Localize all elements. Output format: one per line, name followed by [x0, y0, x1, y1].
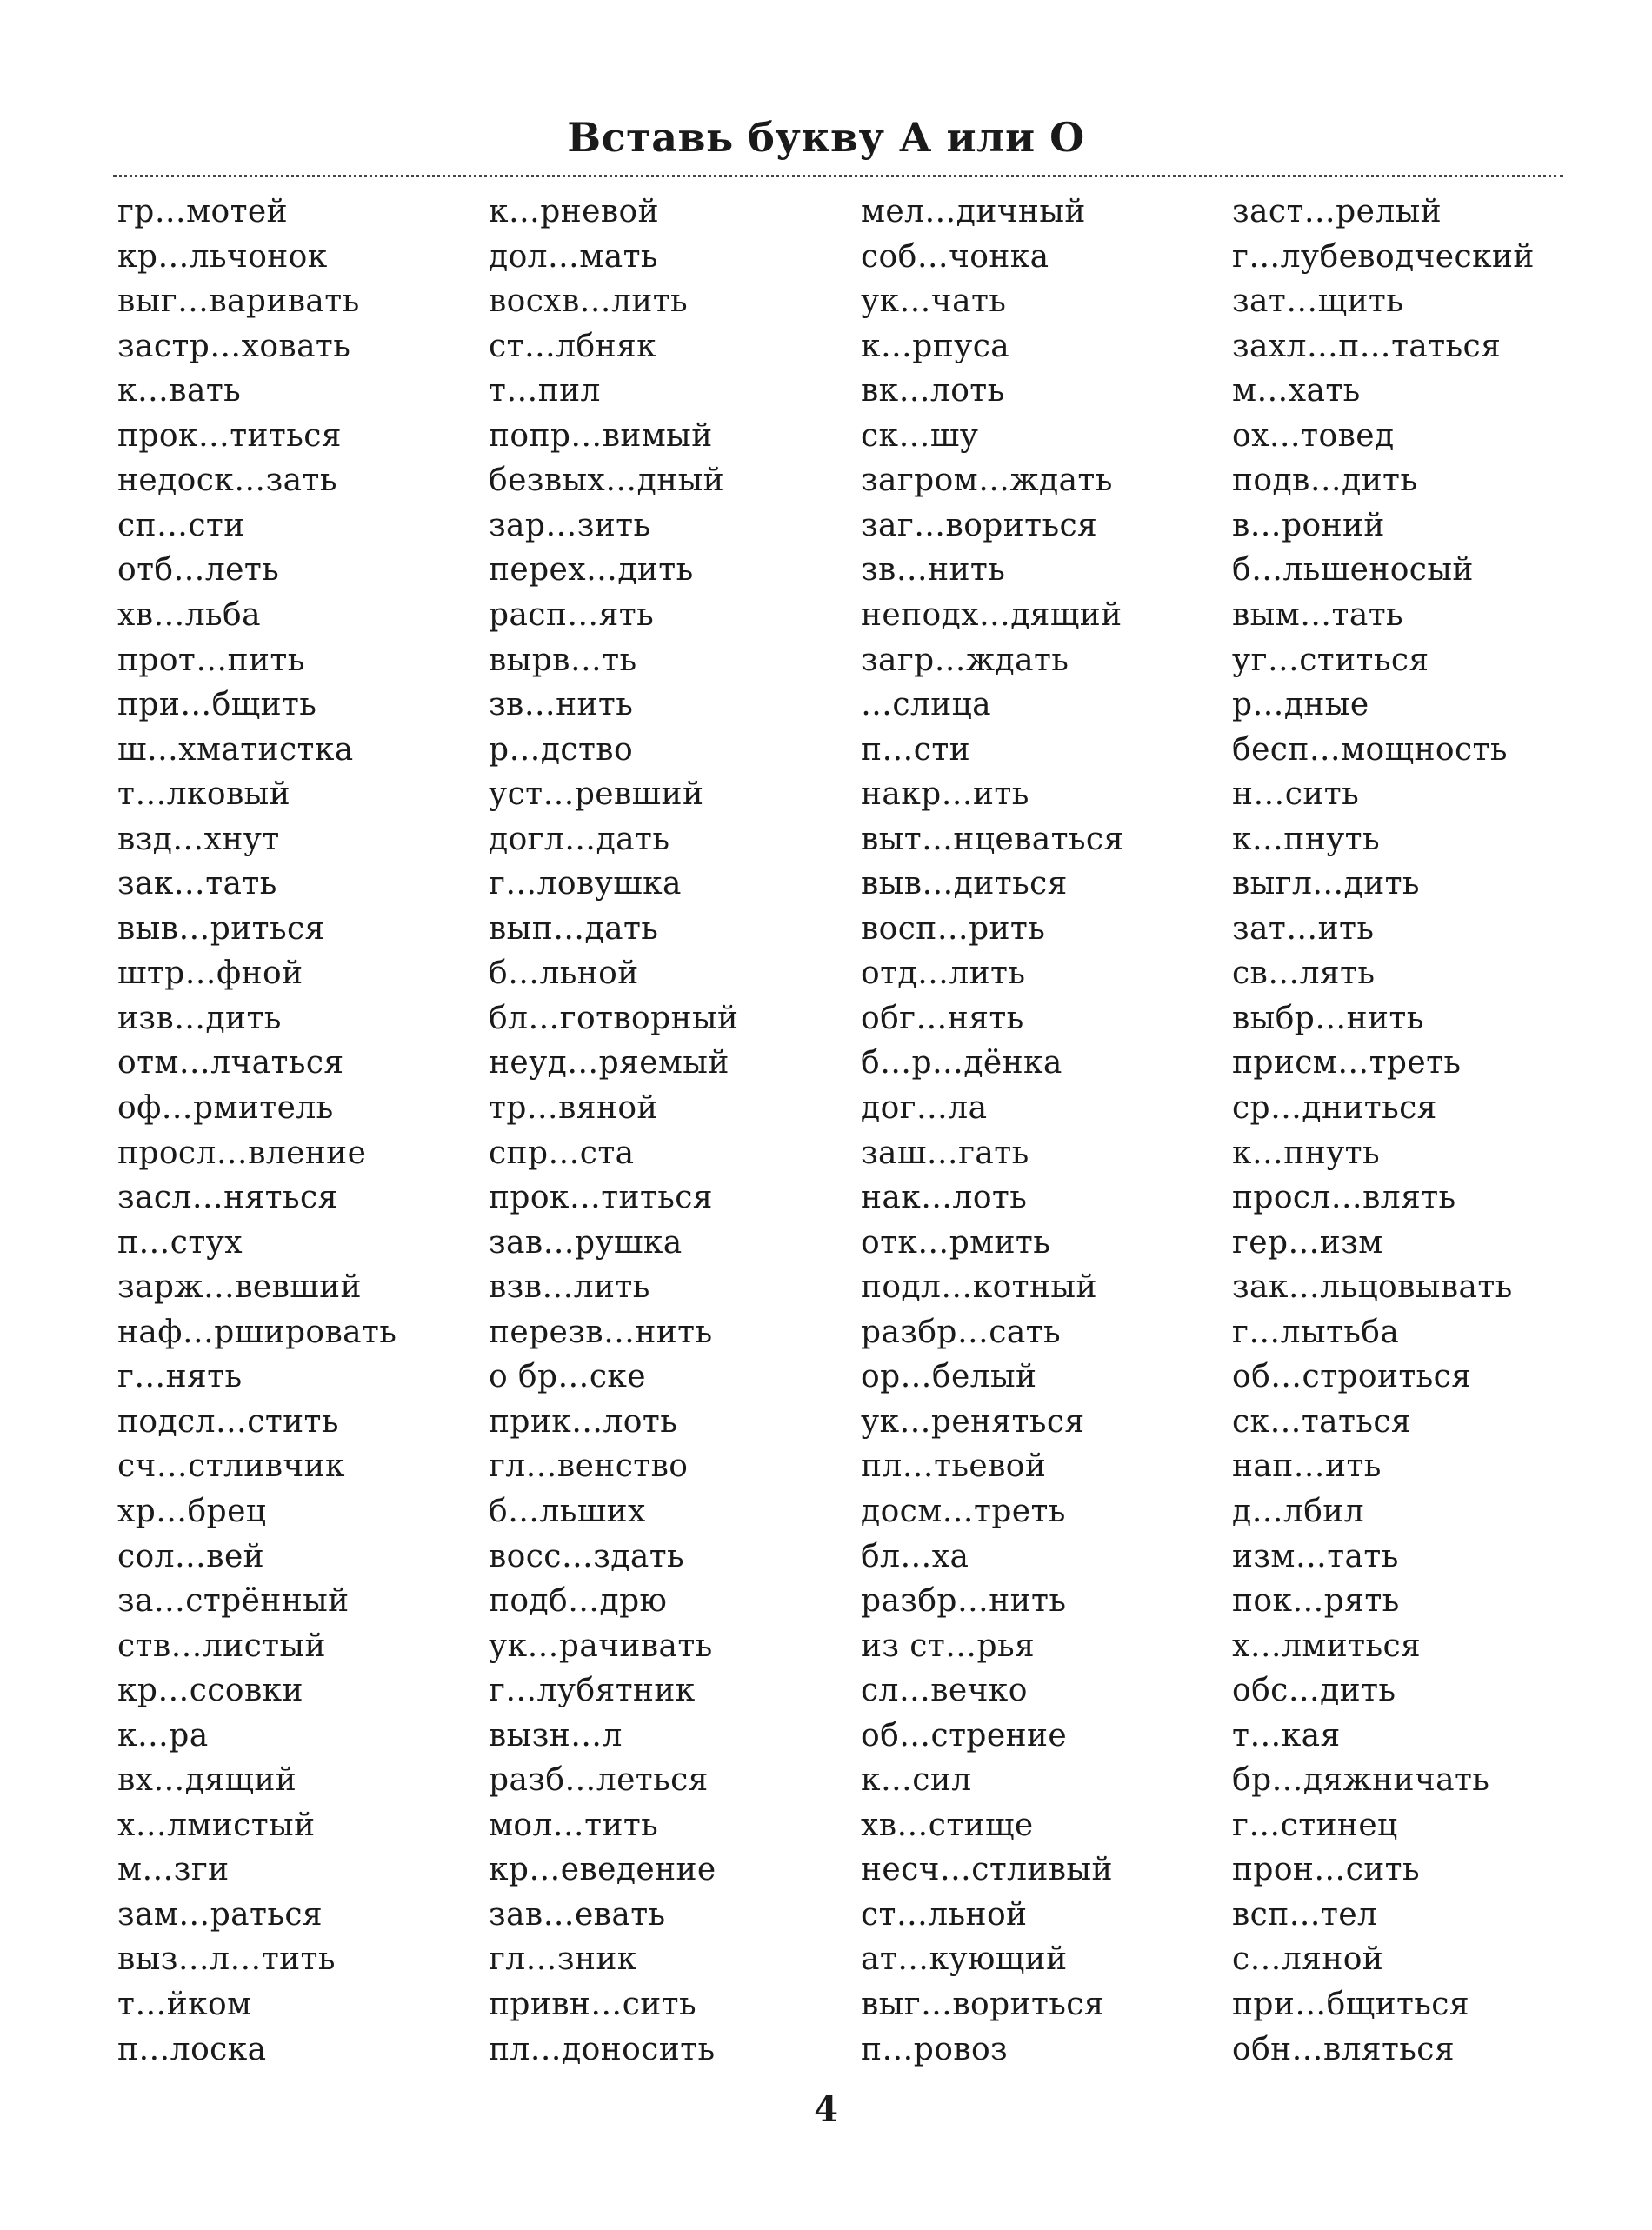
word-item: ср…дниться: [1232, 1090, 1437, 1126]
word-item: ор…белый: [861, 1359, 1037, 1395]
word-item: при…бщиться: [1232, 1987, 1469, 2022]
page-number: 4: [814, 2089, 838, 2130]
word-item: пл…доносить: [489, 2031, 716, 2067]
word-item: всп…тел: [1232, 1896, 1378, 1933]
word-item: г…ловушка: [489, 866, 682, 902]
word-item: ук…чать: [861, 283, 1007, 320]
word-item: т…кая: [1232, 1717, 1341, 1754]
word-item: т…йком: [117, 1987, 252, 2022]
word-item: кр…ссовки: [117, 1673, 303, 1709]
word-item: уст…ревший: [489, 776, 704, 813]
word-item: г…нять: [117, 1359, 243, 1395]
word-item: ш…хматистка: [117, 731, 354, 768]
word-item: ст…льной: [861, 1896, 1028, 1933]
word-item: отм…лчаться: [117, 1045, 344, 1082]
word-item: хр…брец: [117, 1493, 267, 1529]
word-item: г…лубятник: [489, 1673, 696, 1709]
word-item: разбр…нить: [861, 1583, 1067, 1620]
word-item: гл…венство: [489, 1448, 689, 1485]
word-item: восп…рить: [861, 910, 1046, 947]
word-item: пок…рять: [1232, 1583, 1400, 1620]
word-item: ох…товед: [1232, 417, 1395, 454]
word-item: ск…таться: [1232, 1403, 1412, 1440]
word-item: пл…тьевой: [861, 1448, 1047, 1485]
word-item: вх…дящий: [117, 1762, 297, 1799]
word-item: нак…лоть: [861, 1180, 1028, 1216]
word-item: обс…дить: [1232, 1673, 1396, 1709]
word-item: мел…дичный: [861, 194, 1086, 230]
word-item: вып…дать: [489, 910, 659, 947]
word-item: прик…лоть: [489, 1403, 678, 1440]
word-item: расп…ять: [489, 596, 655, 633]
word-item: х…лмиться: [1232, 1628, 1422, 1664]
word-item: зв…нить: [861, 552, 1006, 589]
word-item: к…рпуса: [861, 328, 1010, 364]
word-item: м…зги: [117, 1852, 230, 1888]
word-item: ат…кующий: [861, 1941, 1068, 1978]
word-item: вырв…ть: [489, 642, 637, 678]
word-item: изв…дить: [117, 1000, 282, 1036]
word-item: ст…лбняк: [489, 328, 657, 364]
word-item: бл…ха: [861, 1538, 969, 1574]
word-item: заш…гать: [861, 1135, 1029, 1171]
word-item: изм…тать: [1232, 1538, 1399, 1574]
word-item: выт…нцеваться: [861, 821, 1124, 857]
word-item: штр…фной: [117, 955, 303, 992]
word-item: кр…еведение: [489, 1852, 716, 1888]
word-item: зат…ить: [1232, 910, 1375, 947]
word-item: …слица: [861, 687, 992, 723]
word-item: перезв…нить: [489, 1314, 713, 1350]
word-item: выбр…нить: [1232, 1000, 1424, 1036]
word-item: сч…стливчик: [117, 1448, 345, 1485]
word-item: б…р…дёнка: [861, 1045, 1062, 1082]
word-item: из ст…рья: [861, 1628, 1036, 1664]
word-item: загр…ждать: [861, 642, 1069, 678]
word-item: бл…готворный: [489, 1000, 739, 1036]
word-item: зам…раться: [117, 1896, 323, 1933]
word-item: т…пил: [489, 373, 601, 409]
word-item: зар…зить: [489, 507, 651, 543]
word-item: г…лубеводческий: [1232, 238, 1535, 275]
word-item: разб…леться: [489, 1762, 709, 1799]
word-item: отб…леть: [117, 552, 280, 589]
word-item: просл…вление: [117, 1135, 367, 1171]
word-item: к…пнуть: [1232, 821, 1380, 857]
word-item: подсл…стить: [117, 1403, 339, 1440]
word-item: взд…хнут: [117, 821, 280, 857]
word-item: вызн…л: [489, 1717, 623, 1754]
word-item: выг…варивать: [117, 283, 360, 320]
word-item: при…бщить: [117, 687, 317, 723]
word-item: к…рневой: [489, 194, 659, 230]
word-item: прот…пить: [117, 642, 305, 678]
dotted-divider: [113, 175, 1563, 177]
word-item: бесп…мощность: [1232, 731, 1508, 768]
word-item: загром…ждать: [861, 463, 1113, 499]
word-item: подл…котный: [861, 1269, 1097, 1306]
word-item: выв…диться: [861, 866, 1068, 902]
word-item: р…дство: [489, 731, 634, 768]
word-item: г…стинец: [1232, 1807, 1398, 1843]
word-item: б…льной: [489, 955, 639, 992]
word-item: х…лмистый: [117, 1807, 316, 1843]
word-item: вк…лоть: [861, 373, 1005, 409]
word-item: зав…рушка: [489, 1224, 683, 1261]
word-item: с…ляной: [1232, 1941, 1384, 1978]
word-item: выгл…дить: [1232, 866, 1420, 902]
word-item: неподх…дящий: [861, 596, 1122, 633]
word-item: накр…ить: [861, 776, 1029, 813]
word-item: о бр…ске: [489, 1359, 647, 1395]
word-item: обн…вляться: [1232, 2031, 1455, 2067]
word-item: догл…дать: [489, 821, 670, 857]
word-item: тр…вяной: [489, 1090, 658, 1126]
word-item: гл…зник: [489, 1941, 637, 1978]
word-item: мол…тить: [489, 1807, 659, 1843]
word-item: п…ровоз: [861, 2031, 1009, 2067]
word-item: п…сти: [861, 731, 971, 768]
word-item: гр…мотей: [117, 194, 288, 230]
word-item: м…хать: [1232, 373, 1361, 409]
word-item: б…льшеносый: [1232, 552, 1474, 589]
word-item: ств…листый: [117, 1628, 326, 1664]
word-item: захл…п…таться: [1232, 328, 1502, 364]
word-item: хв…льба: [117, 596, 261, 633]
word-item: в…роний: [1232, 507, 1385, 543]
word-item: засл…няться: [117, 1180, 338, 1216]
word-item: прок…титься: [117, 417, 342, 454]
word-item: р…дные: [1232, 687, 1369, 723]
word-item: п…стух: [117, 1224, 243, 1261]
word-item: св…лять: [1232, 955, 1376, 992]
word-item: б…льших: [489, 1493, 646, 1529]
word-item: безвых…дный: [489, 463, 725, 499]
word-item: ск…шу: [861, 417, 979, 454]
word-item: просл…влять: [1232, 1180, 1456, 1216]
word-item: н…сить: [1232, 776, 1360, 813]
word-item: восс…здать: [489, 1538, 685, 1574]
word-item: взв…лить: [489, 1269, 650, 1306]
word-item: уг…ститься: [1232, 642, 1429, 678]
word-item: зарж…вевший: [117, 1269, 362, 1306]
word-item: обг…нять: [861, 1000, 1024, 1036]
word-item: зв…нить: [489, 687, 634, 723]
word-item: наф…ршировать: [117, 1314, 397, 1350]
word-item: за…стрённый: [117, 1583, 350, 1620]
word-item: неуд…ряемый: [489, 1045, 729, 1082]
page-title: Вставь букву А или О: [567, 114, 1085, 161]
word-item: хв…стище: [861, 1807, 1034, 1843]
word-item: попр…вимый: [489, 417, 713, 454]
word-item: зак…льцовывать: [1232, 1269, 1513, 1306]
word-item: гер…изм: [1232, 1224, 1383, 1261]
word-item: заст…релый: [1232, 194, 1442, 230]
word-item: кр…льчонок: [117, 238, 328, 275]
word-item: дол…мать: [489, 238, 658, 275]
word-item: несч…стливый: [861, 1852, 1113, 1888]
word-item: к…пнуть: [1232, 1135, 1380, 1171]
word-item: прон…сить: [1232, 1852, 1420, 1888]
word-item: привн…сить: [489, 1987, 696, 2022]
word-item: к…ра: [117, 1717, 209, 1754]
word-item: зак…тать: [117, 866, 277, 902]
word-item: отд…лить: [861, 955, 1026, 992]
word-item: дог…ла: [861, 1090, 988, 1126]
word-item: зат…щить: [1232, 283, 1404, 320]
word-item: недоск…зать: [117, 463, 337, 499]
word-item: выз…л…тить: [117, 1941, 336, 1978]
word-item: зав…евать: [489, 1896, 666, 1933]
word-item: досм…треть: [861, 1493, 1066, 1529]
word-item: бр…дяжничать: [1232, 1762, 1490, 1799]
word-item: оф…рмитель: [117, 1090, 334, 1126]
word-item: застр…ховать: [117, 328, 351, 364]
word-item: нап…ить: [1232, 1448, 1382, 1485]
word-item: д…лбил: [1232, 1493, 1364, 1529]
word-item: прок…титься: [489, 1180, 713, 1216]
word-item: перех…дить: [489, 552, 694, 589]
word-item: выг…вориться: [861, 1987, 1104, 2022]
word-item: г…лытьба: [1232, 1314, 1400, 1350]
word-item: ук…реняться: [861, 1403, 1085, 1440]
word-item: об…стрение: [861, 1717, 1068, 1754]
word-item: об…строиться: [1232, 1359, 1472, 1395]
word-item: отк…рмить: [861, 1224, 1051, 1261]
word-item: восхв…лить: [489, 283, 689, 320]
word-item: к…сил: [861, 1762, 972, 1799]
word-item: т…лковый: [117, 776, 291, 813]
word-item: заг…вориться: [861, 507, 1098, 543]
word-item: сол…вей: [117, 1538, 265, 1574]
word-item: спр…ста: [489, 1135, 635, 1171]
word-item: вым…тать: [1232, 596, 1404, 633]
word-item: сп…сти: [117, 507, 245, 543]
word-item: сл…вечко: [861, 1673, 1028, 1709]
word-item: к…вать: [117, 373, 242, 409]
word-item: ук…рачивать: [489, 1628, 713, 1664]
word-item: разбр…сать: [861, 1314, 1062, 1350]
word-item: подв…дить: [1232, 463, 1418, 499]
word-item: соб…чонка: [861, 238, 1049, 275]
word-item: выв…риться: [117, 910, 325, 947]
word-item: присм…треть: [1232, 1045, 1462, 1082]
word-item: п…лоска: [117, 2031, 267, 2067]
word-item: подб…дрю: [489, 1583, 668, 1620]
